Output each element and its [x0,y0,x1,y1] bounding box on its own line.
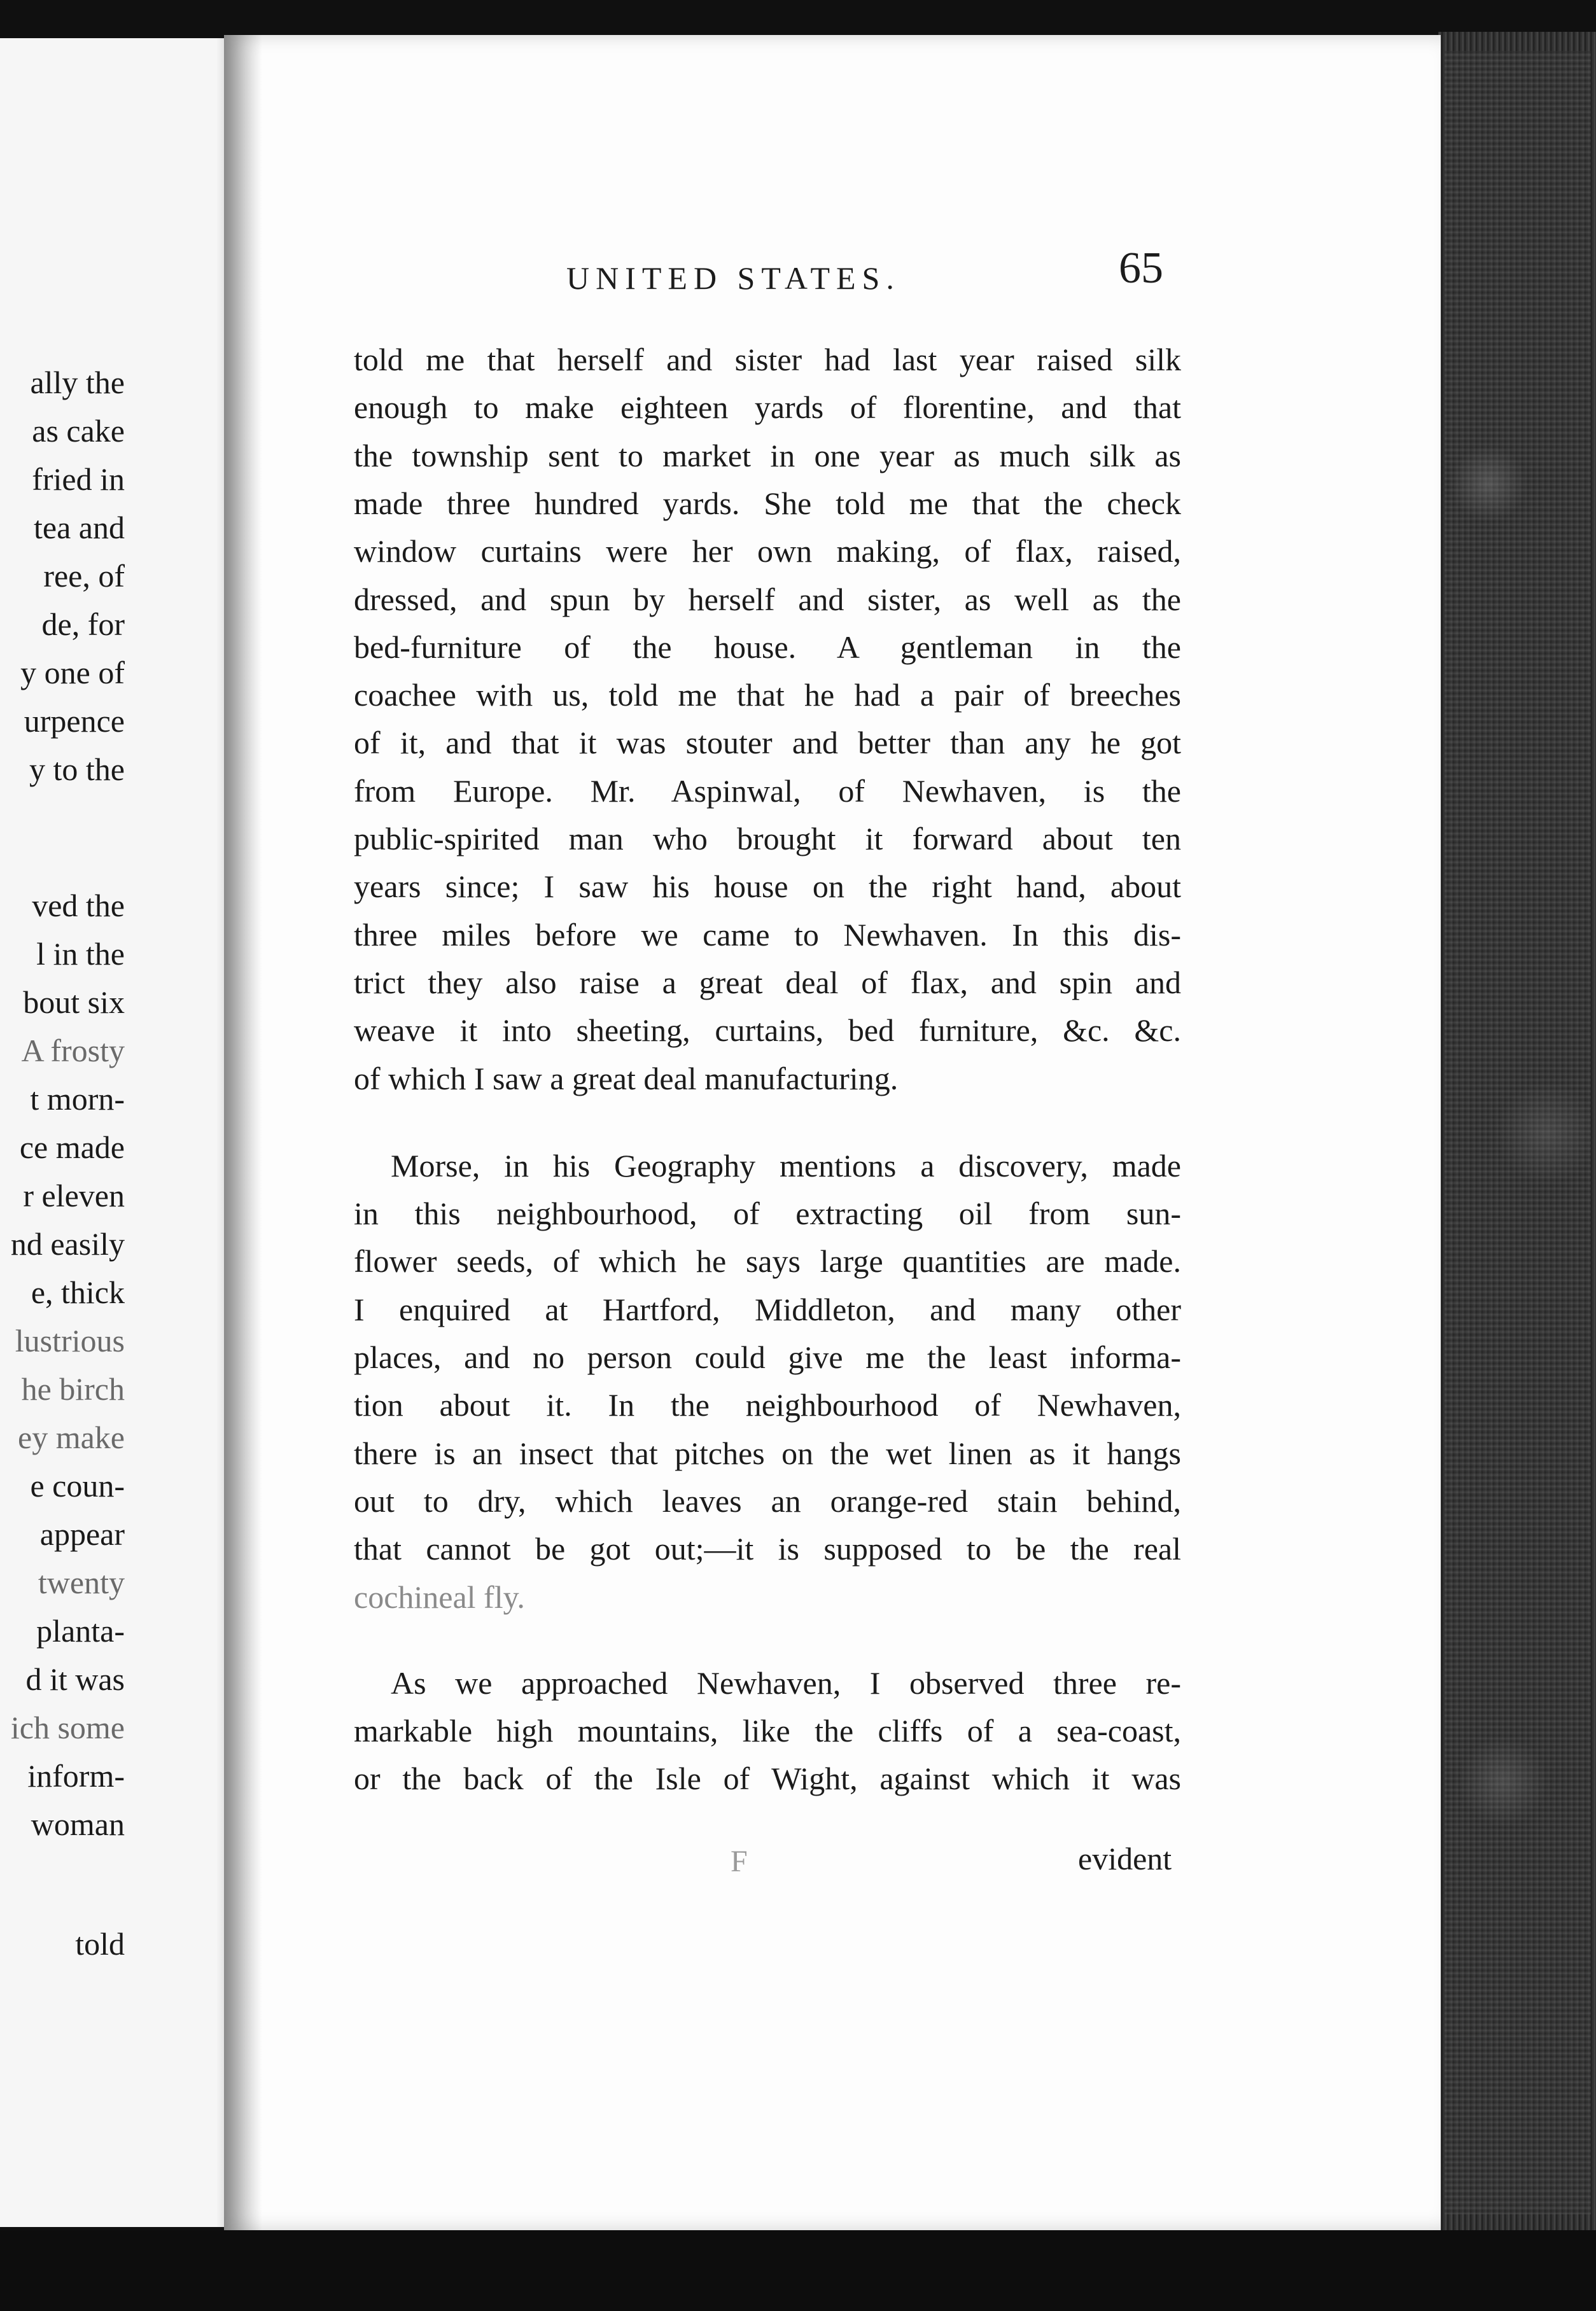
body-text-line: Morse, in his Geography mentions a discovery, made [391,1148,1181,1183]
book-page-edges-texture [1445,51,1591,2214]
body-text-line: told me that herself and sister had last year raised silk [354,342,1181,377]
signature-mark: F [731,1845,748,1878]
left-page-line: nd easily [10,1226,125,1262]
left-page-line: y to the [29,751,125,787]
left-page-line: A frosty [21,1033,125,1068]
left-page-line: tea and [34,510,125,545]
body-text-line: cochineal fly. [354,1579,525,1615]
left-page-line: urpence [24,703,125,739]
left-page-line: e, thick [31,1274,125,1310]
body-text-line: that cannot be got out;—it is supposed to be the real [354,1531,1181,1567]
body-text-line: years since; I saw his house on the right hand, about [354,869,1181,904]
left-page-line: ally the [30,365,125,400]
left-page-line: ey make [18,1420,125,1455]
body-text-line: the township sent to market in one year as much silk as [354,438,1181,473]
body-text-line: of which I saw a great deal manufacturing. [354,1061,899,1096]
main-page-gutter-shadow [224,35,262,2230]
left-page-line: fried in [32,461,125,497]
left-page-line: told [75,1926,125,1962]
body-text-line: from Europe. Mr. Aspinwal, of Newhaven, is the [354,773,1181,809]
left-page-line: lustrious [15,1323,125,1358]
body-text-line: window curtains were her own making, of flax, raised, [354,533,1181,569]
left-page-line: de, for [41,606,125,642]
left-page-line: woman [31,1806,125,1842]
left-page-line: ved the [32,888,125,923]
body-text-line: I enquired at Hartford, Middleton, and many other [354,1292,1181,1327]
body-text-line: markable high mountains, like the cliffs of a sea-coast, [354,1713,1181,1749]
body-text-line: places, and no person could give me the least informa- [354,1339,1181,1375]
left-page-line: r eleven [23,1178,125,1213]
left-page-line: ich some [10,1710,125,1745]
left-page-line: planta- [36,1613,125,1649]
left-page-line: ree, of [43,558,125,594]
left-page-line: bout six [23,984,125,1020]
body-text-line: in this neighbourhood, of extracting oil from sun- [354,1196,1181,1231]
body-text-line: dressed, and spun by herself and sister, as well as the [354,582,1181,617]
left-page-line: t morn- [30,1081,125,1117]
left-page-line: as cake [32,413,125,449]
left-page-line: he birch [21,1371,125,1407]
body-text-line: coachee with us, told me that he had a pair of breeches [354,677,1181,713]
body-text-line: of it, and that it was stouter and better than any he got [354,725,1181,760]
body-text-line: there is an insect that pitches on the wet linen as it hangs [354,1435,1181,1471]
body-text-line: As we approached Newhaven, I observed three re- [391,1665,1181,1701]
page-number: 65 [1119,244,1163,293]
left-page-line: l in the [36,936,125,972]
body-text-line: weave it into sheeting, curtains, bed furniture, &c. &c. [354,1012,1181,1048]
left-page-line: e coun- [30,1468,125,1504]
running-head: UNITED STATES. [566,260,900,296]
body-text-line: made three hundred yards. She told me that the check [354,485,1181,521]
body-text-line: out to dry, which leaves an orange-red stain behind, [354,1483,1181,1519]
scan-bottom-band [0,2230,1596,2311]
catchword: evident [1078,1841,1172,1876]
left-page-line: twenty [38,1565,125,1600]
left-page-line: ce made [19,1129,125,1165]
left-page-line: d it was [25,1661,125,1697]
left-page-line: inform- [27,1758,125,1794]
body-text-line: three miles before we came to Newhaven. In this dis- [354,917,1181,953]
left-page-line: appear [39,1516,125,1552]
body-text-line: enough to make eighteen yards of florentine, and that [354,389,1181,425]
body-text-line: flower seeds, of which he says large quantities are made. [354,1243,1181,1279]
body-text-line: public-spirited man who brought it forward about ten [354,821,1181,856]
body-text-line: bed-furniture of the house. A gentleman in the [354,629,1181,665]
body-text-line: tion about it. In the neighbourhood of Newhaven, [354,1387,1181,1423]
body-text-line: trict they also raise a great deal of flax, and spin and [354,965,1181,1000]
body-text-line: or the back of the Isle of Wight, against which it was [354,1761,1181,1796]
left-page-line: y one of [20,655,125,690]
